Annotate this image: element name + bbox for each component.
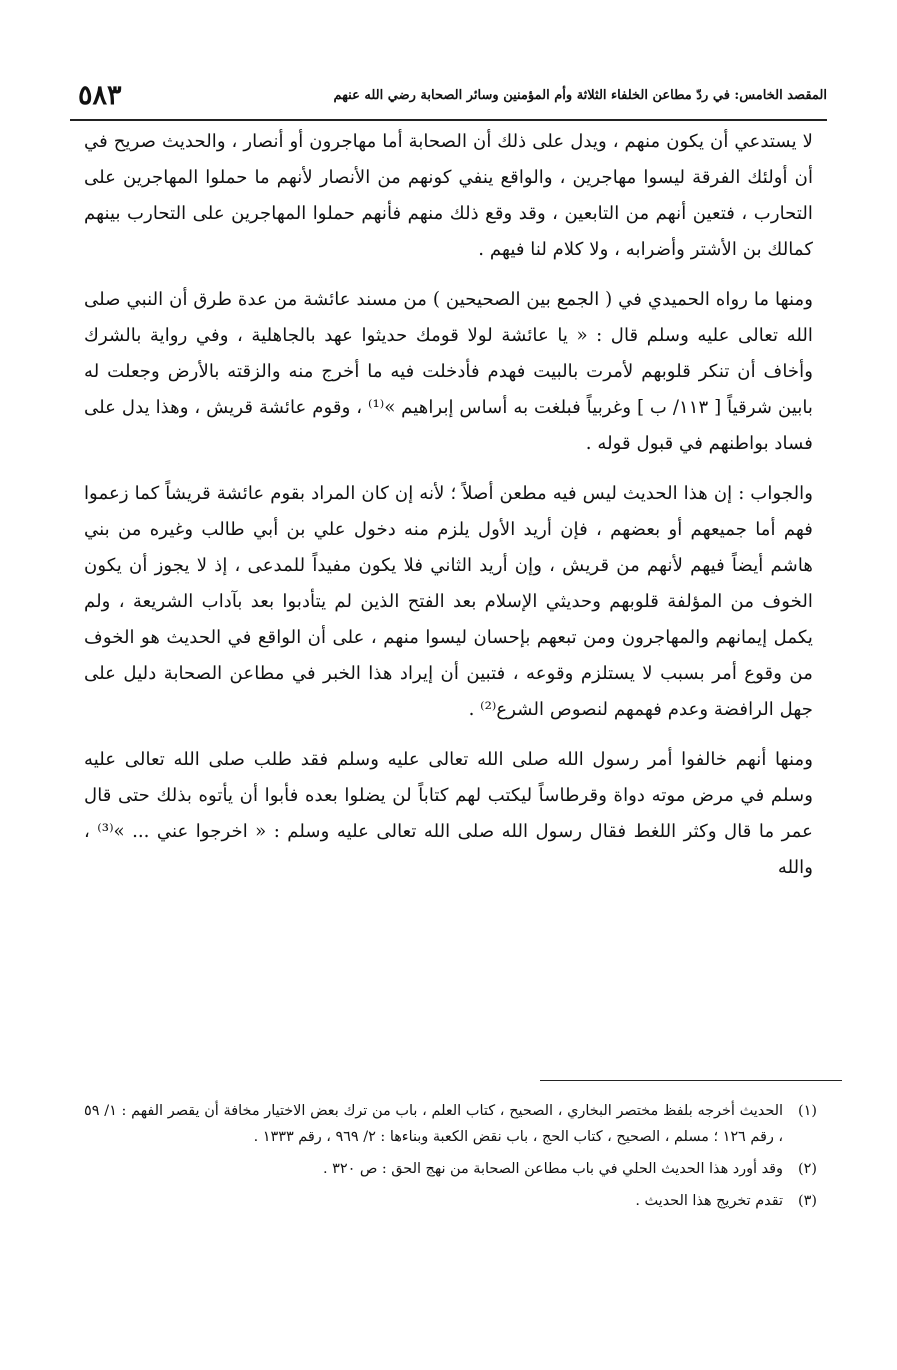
footnote-number: (١): [798, 1103, 817, 1119]
footnotes: [84, 1098, 817, 1220]
footnote-1: [84, 1098, 817, 1150]
main-text: [84, 124, 813, 886]
footnote-text: وقد أورد هذا الحديث الحلي في باب مطاعن الصحابة من نهج الحق : ص ٣٢٠ .: [322, 1161, 783, 1177]
footnote-2: [84, 1156, 817, 1182]
footnote-text: تقدم تخريج هذا الحديث .: [635, 1193, 783, 1209]
page-number: ٥٨٣: [78, 80, 122, 111]
paragraph-1: لا يستدعي أن يكون منهم ، ويدل على ذلك أن الصحابة أما مهاجرون أو أنصار ، والحديث صريح في أن أولئك الفرقة ليسوا مهاجرين ، والواقع ينفي كونهم من الأنصار لأنهم ما حملوا المهاجرين على التحارب ، فتعين أنهم من التابعين ، وقد وقع ذلك منهم فأنهم حملوا المهاجرين على التحارب بينهم كمالك بن الأشتر وأضرابه ، ولا كلام لنا فيهم .: [84, 131, 813, 260]
footnote-divider: [540, 1080, 842, 1081]
paragraph-3: والجواب : إن هذا الحديث ليس فيه مطعن أصلاً ؛ لأنه إن كان المراد بقوم عائشة قريشاً كما زعموا فهم أما جميعهم أو بعضهم ، فإن أريد الأول يلزم منه دخول علي بن أبي طالب وغيره من بني هاشم أيضاً فيهم لأنهم من قريش ، وإن أريد الثاني فلا يكون مفيداً للمدعى ، إذ لا يجوز أن يكون الخوف من المؤلفة قلوبهم وحديثي الإسلام بعد الفتح الذين لم يتأدبوا بعد بآداب الشريعة ، ولم يكمل إيمانهم والمهاجرون ومن تبعهم بإحسان ليسوا منهم ، على أن الواقع في الحديث هو الخوف من وقوع أمر بسبب لا يستلزم وقوعه ، فتبين أن إيراد هذا الخبر في مطاعن الصحابة دليل على جهل الرافضة وعدم فهمهم لنصوص الشرع⁽²⁾ .: [84, 483, 813, 720]
header-title: المقصد الخامس: في ردّ مطاعن الخلفاء الثلاثة وأم المؤمنين وسائر الصحابة رضي الله عنهم: [333, 88, 827, 103]
header-divider: [70, 119, 827, 121]
footnote-number: (٣): [798, 1193, 817, 1209]
footnote-number: (٢): [798, 1161, 817, 1177]
footnote-3: [84, 1188, 817, 1214]
paragraph-4: ومنها أنهم خالفوا أمر رسول الله صلى الله تعالى عليه وسلم فقد طلب صلى الله تعالى عليه وسلم في مرض موته دواة وقرطاساً ليكتب لهم كتاباً لن يضلوا بعده فأبوا أن يأتوه بذلك حتى قال عمر ما قال وكثر اللغط فقال رسول الله صلى الله تعالى عليه وسلم : « اخرجوا عني ... »⁽³⁾ ، والله: [84, 749, 813, 878]
paragraph-2: ومنها ما رواه الحميدي في ( الجمع بين الصحيحين ) من مسند عائشة من عدة طرق أن النبي صلى الله تعالى عليه وسلم قال : « يا عائشة لولا قومك حديثوا عهد بالجاهلية ، وفي رواية بالشرك وأخاف أن تنكر قلوبهم لأمرت بالبيت فهدم فأدخلت فيه ما أخرج منه والزقته بالأرض وجعلت له بابين شرقياً [ ١١٣/ ب ] وغربياً فبلغت به أساس إبراهيم »⁽¹⁾ ، وقوم عائشة قريش ، وهذا يدل على فساد بواطنهم في قبول قوله .: [84, 289, 813, 454]
footnote-text: الحديث أخرجه بلفظ مختصر البخاري ، الصحيح ، كتاب العلم ، باب من ترك بعض الاختيار مخافة أن يقصر الفهم : ١/ ٥٩ ، رقم ١٢٦ ؛ مسلم ، الصحيح ، كتاب الحج ، باب نقض الكعبة وبناءها : ٢/ ٩٦٩ ، رقم ١٣٣٣ .: [84, 1103, 783, 1145]
running-header: [70, 78, 827, 118]
